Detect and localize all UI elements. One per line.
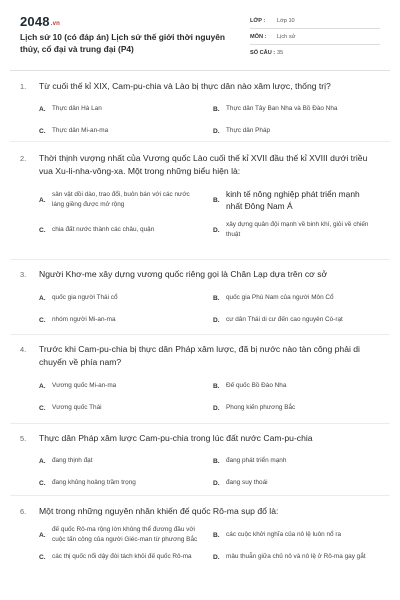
question-stem [20, 343, 380, 369]
question-stem [20, 268, 380, 281]
question-2 [20, 152, 380, 240]
question-4 [20, 343, 380, 415]
option-text: chia đất nước thành các châu, quận [52, 226, 155, 233]
question-number: 5. [20, 434, 27, 443]
option-text: quốc gia người Thái cổ [52, 294, 118, 301]
answer-option-b[interactable] [213, 188, 383, 212]
answer-option-c[interactable] [39, 550, 213, 564]
answer-option-c[interactable] [39, 313, 213, 327]
answer-option-d[interactable] [213, 550, 383, 564]
option-text: Phong kiến phương Bắc [226, 404, 296, 411]
meta-label: LỚP : [250, 17, 266, 24]
answer-options [20, 102, 380, 138]
meta-value: Lớp 10 [277, 17, 295, 24]
meta-value: Lịch sử [277, 33, 296, 40]
question-stem [20, 432, 380, 445]
option-letter: D. [213, 553, 220, 561]
option-letter: C. [39, 479, 46, 487]
option-text: đang suy thoái [226, 479, 268, 486]
answer-option-b[interactable] [213, 379, 383, 393]
document-title: Lịch sử 10 (có đáp án) Lịch sử thế giới thời nguyên thủy, cổ đại và trung đại (P4) [20, 32, 226, 54]
answer-option-a[interactable] [39, 188, 213, 212]
answer-option-d[interactable] [213, 401, 383, 415]
answer-option-c[interactable] [39, 401, 213, 415]
answer-options [20, 188, 380, 240]
question-divider [10, 495, 390, 496]
question-text: Người Khơ-me xây dựng vương quốc riêng gọi là Chân Lạp dựa trên cơ sở [39, 269, 328, 279]
option-letter: A. [39, 457, 46, 465]
option-text: Thực dân Hà Lan [52, 105, 102, 112]
question-stem [20, 152, 380, 178]
option-text: xây dựng quân đội mạnh về binh khí, giỏi về chiến thuật [226, 221, 369, 238]
answer-option-a[interactable] [39, 525, 213, 545]
site-logo[interactable] [20, 14, 60, 29]
option-letter: C. [39, 316, 46, 324]
meta-value: 35 [277, 50, 284, 56]
answer-option-c[interactable] [39, 220, 213, 240]
option-letter: B. [213, 531, 220, 539]
question-divider [10, 423, 390, 424]
option-letter: B. [213, 196, 220, 204]
answer-option-a[interactable] [39, 102, 213, 116]
question-text: Thời thịnh vượng nhất của Vương quốc Lào cuối thế kỉ XVII đầu thế kỉ XVIII dưới triều vua Xu-li-nha-vông-xa. Một trong những biểu hiện là: [39, 153, 368, 176]
option-letter: A. [39, 382, 46, 390]
option-letter: C. [39, 127, 46, 135]
option-text: các thị quốc nổi dậy đòi tách khỏi đế quốc Rô-ma [52, 553, 192, 560]
question-1 [20, 80, 380, 138]
option-letter: D. [213, 127, 220, 135]
header-divider [10, 70, 390, 71]
question-number: 4. [20, 345, 27, 354]
option-text: Thực dân Mi-an-ma [52, 127, 109, 134]
option-text: nhóm người Mi-an-ma [52, 316, 116, 323]
meta-label: MÔN : [250, 33, 267, 40]
question-divider [10, 259, 390, 260]
answer-option-c[interactable] [39, 476, 213, 490]
option-text: đang phát triển mạnh [226, 457, 287, 464]
question-number: 1. [20, 82, 27, 91]
meta-row-class [250, 13, 380, 29]
option-letter: C. [39, 226, 46, 234]
question-5 [20, 432, 380, 490]
option-text: Thực dân Pháp [226, 127, 271, 134]
site-logo-text: 2048 [20, 14, 50, 29]
answer-option-b[interactable] [213, 525, 383, 545]
answer-options [20, 454, 380, 490]
option-letter: A. [39, 105, 46, 113]
option-letter: C. [39, 553, 46, 561]
option-text: các cuộc khởi nghĩa của nô lệ luôn nổ ra [226, 531, 342, 538]
question-3 [20, 268, 380, 327]
option-text: Thực dân Tây Ban Nha và Bồ Đào Nha [226, 105, 338, 112]
site-logo-suffix: .vn [50, 21, 61, 27]
option-letter: D. [213, 226, 220, 234]
option-letter: A. [39, 196, 46, 204]
meta-row-count [250, 45, 380, 61]
question-divider [10, 141, 390, 142]
answer-option-d[interactable] [213, 476, 383, 490]
question-number: 6. [20, 507, 27, 516]
answer-options [20, 525, 380, 564]
option-text: quốc gia Phù Nam của người Môn Cổ [226, 294, 334, 301]
answer-option-b[interactable] [213, 102, 383, 116]
question-text: Trước khi Cam-pu-chia bị thực dân Pháp xâm lược, đã bị nước nào tàn công phải di chuyển về phía nam? [39, 344, 360, 367]
answer-options [20, 379, 380, 415]
option-text: Vương quốc Mi-an-ma [52, 382, 117, 389]
option-letter: D. [213, 479, 220, 487]
answer-option-a[interactable] [39, 454, 213, 468]
option-letter: B. [213, 382, 220, 390]
answer-option-d[interactable] [213, 313, 383, 327]
question-stem [20, 505, 380, 518]
question-stem [20, 80, 380, 93]
option-text: đang thịnh đạt [52, 457, 93, 464]
option-text: sản vật dồi dào, trao đổi, buôn bán với các nước láng giềng được mở rộng [52, 191, 190, 208]
question-number: 2. [20, 154, 27, 163]
option-text: Đế quốc Bồ Đào Nha [226, 382, 287, 389]
option-text: mâu thuẫn giữa chủ nô và nô lệ ở Rô-ma gay gắt [226, 553, 366, 560]
answer-option-d[interactable] [213, 124, 383, 138]
option-letter: B. [213, 457, 220, 465]
question-divider [10, 334, 390, 335]
option-letter: A. [39, 531, 46, 539]
question-text: Từ cuối thế kỉ XIX, Cam-pu-chia và Lào bị thực dân nào xâm lược, thống trị? [39, 81, 331, 91]
option-letter: A. [39, 294, 46, 302]
option-text: đang khủng hoảng trầm trọng [52, 479, 136, 486]
answer-option-d[interactable] [213, 220, 383, 240]
option-letter: B. [213, 105, 220, 113]
answer-option-c[interactable] [39, 124, 213, 138]
answer-option-b[interactable] [213, 454, 383, 468]
option-text: đế quốc Rô-ma rộng lớn không thể đương đầu với cuộc tấn công của người Giéc-man từ phương Bắc [52, 526, 198, 543]
option-text: cư dân Thái di cư đến cao nguyên Cò-rạt [226, 316, 343, 323]
question-number: 3. [20, 270, 27, 279]
option-text: kinh tế nông nghiệp phát triển mạnh nhất Đông Nam Á [226, 189, 360, 211]
option-letter: D. [213, 404, 220, 412]
answer-option-a[interactable] [39, 291, 213, 305]
meta-label: SỐ CÂU : [250, 50, 276, 56]
document-header [20, 12, 380, 70]
option-letter: C. [39, 404, 46, 412]
answer-option-a[interactable] [39, 379, 213, 393]
meta-row-subject [250, 29, 380, 45]
option-text: Vương quốc Thái [52, 404, 102, 411]
question-text: Thực dân Pháp xâm lược Cam-pu-chia trong lúc đất nước Cam-pu-chia [39, 433, 313, 443]
question-6 [20, 505, 380, 564]
option-letter: B. [213, 294, 220, 302]
question-text: Một trong những nguyên nhân khiến đế quốc Rô-ma sụp đổ là: [39, 506, 279, 516]
option-letter: D. [213, 316, 220, 324]
document-meta [250, 13, 380, 61]
answer-options [20, 291, 380, 327]
answer-option-b[interactable] [213, 291, 383, 305]
